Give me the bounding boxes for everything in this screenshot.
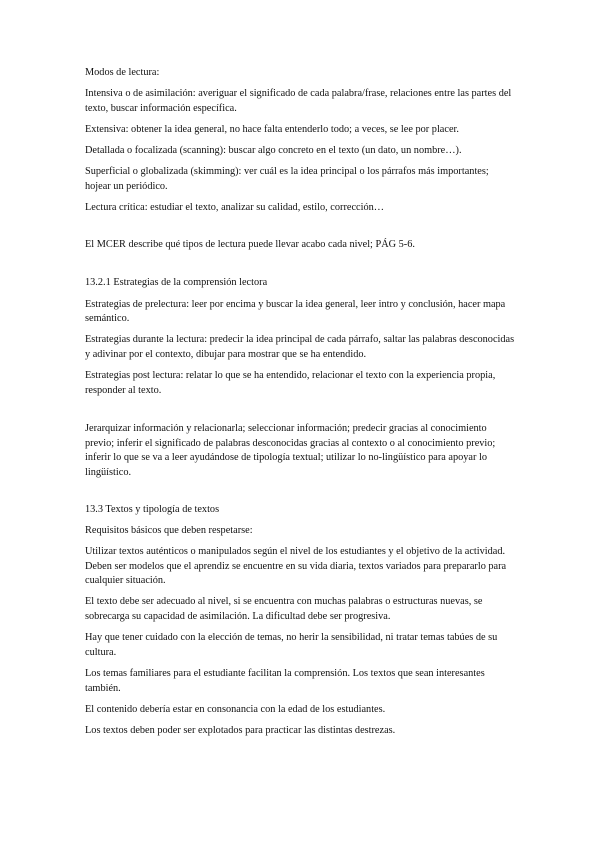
document-body — [85, 66, 515, 745]
paragraph-explotados: Los textos deben poder ser explotados para practicar las distintas destrezas. — [85, 724, 396, 736]
paragraph-durante-lectura: Estrategias durante la lectura: predecir la idea principal de cada párrafo, saltar las palabras desconocidas y adivinar por el contexto, dibujar para mostrar que se ha entendido. — [85, 334, 515, 360]
paragraph-superficial: Superficial o globalizada (skimming): ver cuál es la idea principal o los párrafos más importantes; hojear un periódico. — [85, 166, 489, 192]
paragraph-contenido-edad: El contenido debería estar en consonancia con la edad de los estudiantes. — [85, 703, 386, 715]
paragraph-requisitos: Requisitos básicos que deben respetarse: — [85, 524, 253, 536]
paragraph-lectura-critica: Lectura crítica: estudiar el texto, analizar su calidad, estilo, corrección… — [85, 202, 385, 214]
paragraph-mcer: El MCER describe qué tipos de lectura puede llevar acabo cada nivel; PÁG 5-6. — [85, 238, 415, 250]
paragraph-temas-familiares: Los temas familiares para el estudiante facilitan la comprensión. Los textos que sean interesantes también. — [85, 667, 485, 694]
paragraph-intensiva: Intensiva o de asimilación: averiguar el significado de cada palabra/frase, relaciones entre las partes del texto, buscar información específica. — [85, 88, 512, 114]
paragraph-adecuado-nivel: El texto debe ser adecuado al nivel, si se encuentra con muchas palabras o estructuras nuevas, se sobrecarga su capacidad de asimilación. La dificultad debe ser progresiva. — [85, 596, 483, 622]
paragraph-prelectura: Estrategias de prelectura: leer por encima y buscar la idea general, leer intro y conclusión, hacer mapa semántico. — [85, 298, 506, 325]
paragraph-post-lectura: Estrategias post lectura: relatar lo que se ha entendido, relacionar el texto con la experiencia propia, responder al texto. — [85, 370, 496, 396]
section-heading-13-2-1: 13.2.1 Estrategias de la comprensión lectora — [85, 277, 268, 289]
paragraph-extensiva: Extensiva: obtener la idea general, no hace falta entenderlo todo; a veces, se lee por placer. — [85, 123, 459, 135]
paragraph-textos-autenticos: Utilizar textos auténticos o manipulados según el nivel de los estudiantes y el objetivo de la actividad. Deben ser modelos que el aprendiz se encuentre en su vida diaria, textos variados para prepararlo para cualquier situación. — [85, 546, 507, 587]
section-heading-13-3: 13.3 Textos y tipología de textos — [85, 503, 220, 515]
paragraph-detallada: Detallada o focalizada (scanning): buscar algo concreto en el texto (un dato, un nombre…). — [85, 145, 462, 157]
paragraph-eleccion-temas: Hay que tener cuidado con la elección de temas, no herir la sensibilidad, ni tratar temas tabúes de su cultura. — [85, 632, 498, 658]
paragraph-jerarquizar: Jerarquizar información y relacionarla; seleccionar información; predecir gracias al conocimiento previo; inferir el significado de palabras desconocidas gracias al contexto o al conocimiento previo; inferir lo que se va a leer ayudándose de tipología textual; utilizar lo no-lingüístico para apoyar lo lingüístico. — [85, 423, 496, 479]
heading-modos-lectura: Modos de lectura: — [85, 67, 160, 78]
